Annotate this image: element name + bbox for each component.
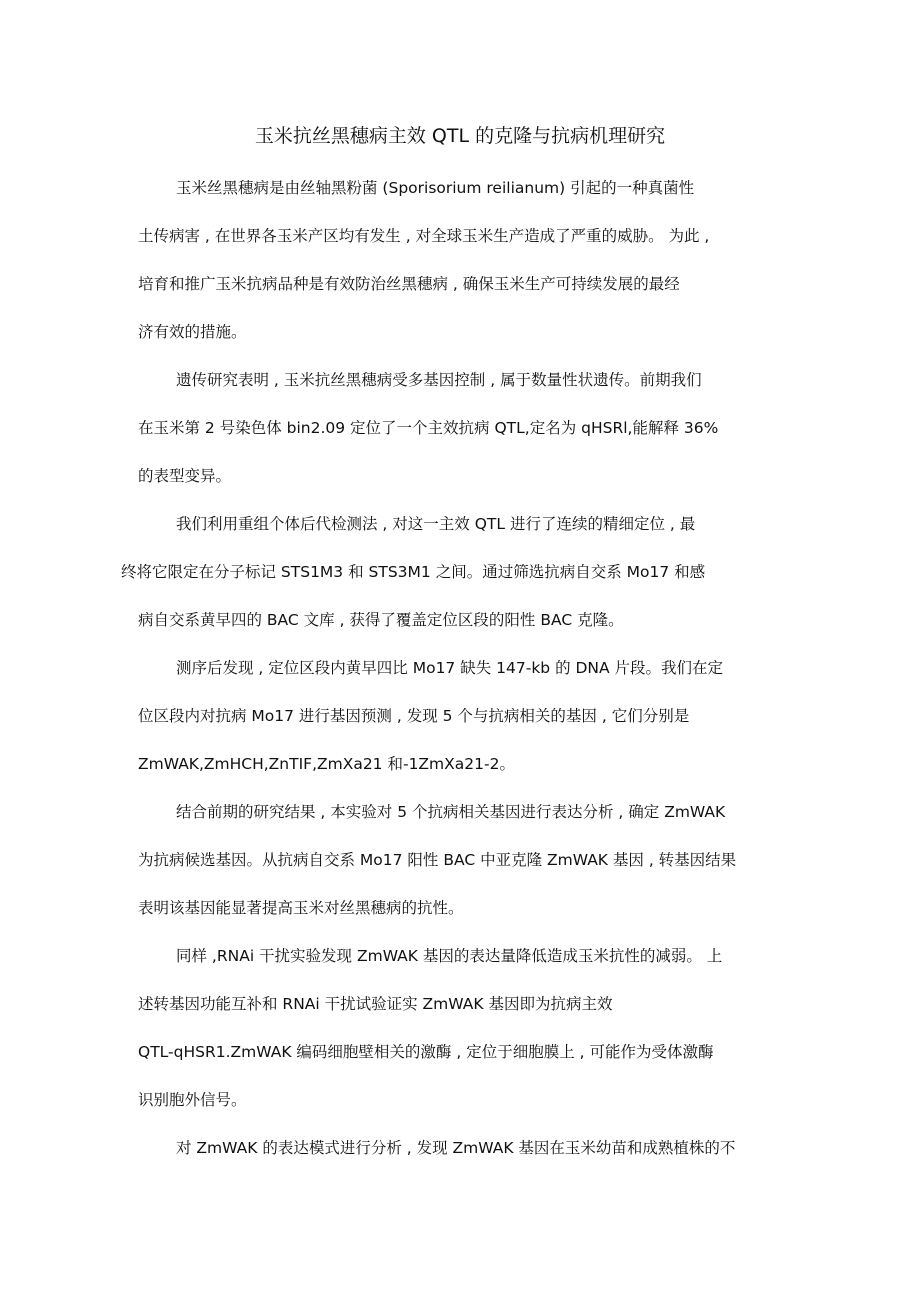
paragraph-3-line-2: 终将它限定在分子标记 STS1M3 和 STS3M1 之间。通过筛选抗病自交系 Mo17 和感: [121, 563, 706, 581]
paragraph-3-line-3: 病自交系黄早四的 BAC 文库 , 获得了覆盖定位区段的阳性 BAC 克隆。: [138, 611, 624, 629]
paragraph-1-line-1: 玉米丝黑穗病是由丝轴黑粉菌 (Sporisorium reilianum) 引起的一种真菌性: [176, 179, 695, 197]
paragraph-5-line-2: 为抗病候选基因。从抗病自交系 Mo17 阳性 BAC 中亚克隆 ZmWAK 基因 , 转基因结果: [138, 851, 737, 869]
paragraph-1-line-2: 土传病害 , 在世界各玉米产区均有发生 , 对全球玉米生产造成了严重的威胁。 为此 ,: [138, 227, 710, 245]
paragraph-6-line-4: 识别胞外信号。: [138, 1091, 247, 1109]
paragraph-4-line-3: ZmWAK,ZmHCH,ZnTIF,ZmXa21 和-1ZmXa21-2。: [138, 755, 515, 773]
paragraph-1-line-3: 培育和推广玉米抗病品种是有效防治丝黑穗病 , 确保玉米生产可持续发展的最经: [138, 275, 680, 293]
paragraph-7-line-1: 对 ZmWAK 的表达模式进行分析 , 发现 ZmWAK 基因在玉米幼苗和成熟植株的不: [176, 1139, 736, 1157]
paragraph-2-line-3: 的表型变异。: [138, 467, 232, 485]
document-title: 玉米抗丝黑穗病主效 QTL 的克隆与抗病机理研究: [254, 125, 666, 147]
paragraph-1-line-4: 济有效的措施。: [138, 323, 247, 341]
paragraph-2-line-2: 在玉米第 2 号染色体 bin2.09 定位了一个主效抗病 QTL,定名为 qHSRl,能解释 36%: [138, 419, 719, 437]
paragraph-6-line-1: 同样 ,RNAi 干扰实验发现 ZmWAK 基因的表达量降低造成玉米抗性的减弱。 上: [176, 947, 723, 965]
paragraph-3-line-1: 我们利用重组个体后代检测法 , 对这一主效 QTL 进行了连续的精细定位 , 最: [176, 515, 696, 533]
paragraph-5-line-3: 表明该基因能显著提高玉米对丝黑穗病的抗性。: [138, 899, 464, 917]
paragraph-4-line-2: 位区段内对抗病 Mo17 进行基因预测 , 发现 5 个与抗病相关的基因 , 它们分别是: [138, 707, 690, 725]
paragraph-5-line-1: 结合前期的研究结果 , 本实验对 5 个抗病相关基因进行表达分析 , 确定 ZmWAK: [176, 803, 726, 821]
paragraph-4-line-1: 测序后发现 , 定位区段内黄早四比 Mo17 缺失 147-kb 的 DNA 片段。我们在定: [176, 659, 724, 677]
paragraph-6-line-2: 述转基因功能互补和 RNAi 干扰试验证实 ZmWAK 基因即为抗病主效: [138, 995, 613, 1013]
paragraph-2-line-1: 遗传研究表明 , 玉米抗丝黑穗病受多基因控制 , 属于数量性状遗传。前期我们: [176, 371, 702, 389]
paragraph-6-line-3: QTL-qHSR1.ZmWAK 编码细胞壁相关的激酶 , 定位于细胞膜上 , 可能作为受体激酶: [138, 1043, 714, 1061]
